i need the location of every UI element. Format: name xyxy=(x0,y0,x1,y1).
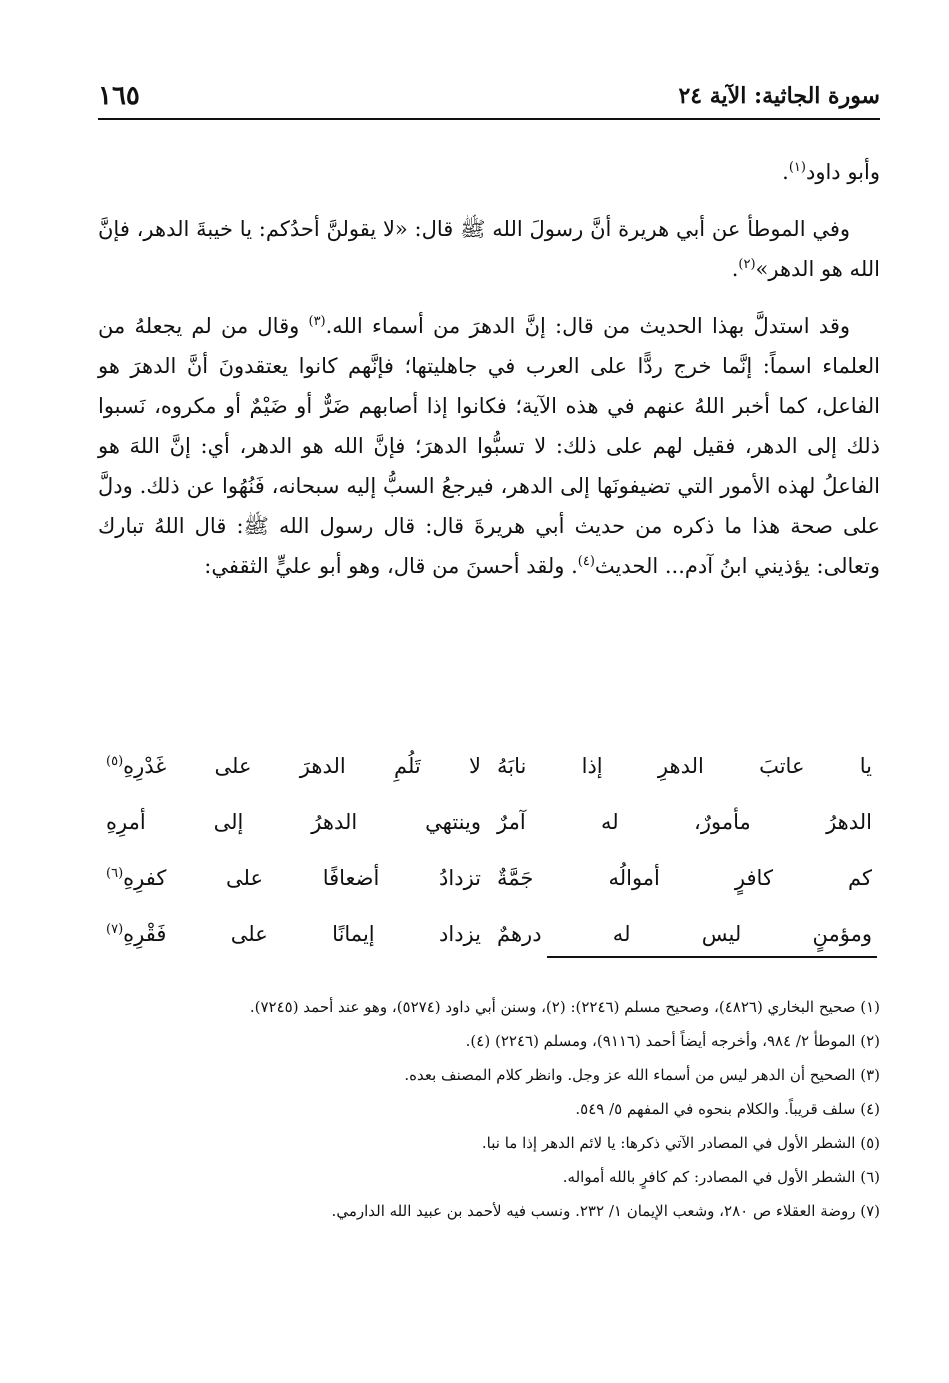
footnote-7: (٧) روضة العقلاء ص ٢٨٠، وشعب الإيمان ١/ ٢٣٢. ونسب فيه لأحمد بن عبيد الله الدارمي. xyxy=(331,1202,880,1220)
footnote-6: (٦) الشطر الأول في المصادر: كم كافرٍ بالله أمواله. xyxy=(562,1168,880,1186)
verse-first-half: الدهرُ مأمورٌ، له آمرٌ xyxy=(497,810,872,834)
footnote-ref: (٣) xyxy=(308,314,326,329)
footnote-ref: (٤) xyxy=(577,554,595,569)
verse-second-half: وينتهي الدهرُ إلى أمرِهِ xyxy=(106,810,481,834)
page-header xyxy=(98,78,880,114)
paragraph-3: وقد استدلَّ بهذا الحديث من قال: إنَّ الدهرَ من أسماء الله.$^{(٣)}$ وقال من لم يجعلهُ من العلماء اسماً: إنَّما خرج ردًّا على العرب في جاهليتها؛ فإنَّهم كانوا يعتقدونَ أنَّ الدهرَ هو الفاعل، كما أخبر اللهُ عنهم في هذه الآية؛ فكانوا إذا أصابهم ضَرٌّ أو ضَيْمٌ أو مكروه، نَسبوا ذلك إلى الدهر، فقيل لهم على ذلك: لا تسبُّوا الدهرَ؛ فإنَّ الله هو الدهر، أي: إنَّ اللهَ هو الفاعلُ لهذه الأمور التي تضيفونَها إلى الدهر، فيرجعُ السبُّ إليه سبحانه، فَنُهُوا عن ذلك. ودلَّ على صحة هذا ما ذكره من حديث أبي هريرةَ قال: قال رسول الله ﷺ: قال اللهُ تبارك وتعالى: يؤذيني ابنُ آدم... الحديث$^{(٤)}$. ولقد أحسنَ من قال، وهو أبو عليٍّ الثقفي: xyxy=(98,314,880,578)
footnote-3: (٣) الصحيح أن الدهر ليس من أسماء الله عز وجل. وانظر كلام المصنف بعده. xyxy=(404,1066,880,1084)
verse-line xyxy=(98,794,880,850)
page-number: ١٦٥ xyxy=(98,81,140,111)
verse-second-half: يزداد إيمانًا على فَقْرِهِ$^{(٧)}$ xyxy=(106,922,481,946)
verse-second-half: تزدادُ أضعافًا على كفرِهِ$^{(٦)}$ xyxy=(106,866,481,890)
verse-line xyxy=(98,738,880,794)
paragraph-2: وفي الموطأ عن أبي هريرة أنَّ رسولَ الله ﷺ قال: «لا يقولنَّ أحدُكم: يا خيبةَ الدهر، فإنَّ الله هو الدهر»$^{(٢)}$. xyxy=(98,217,880,281)
footnote-separator xyxy=(547,956,877,958)
footnote-1: (١) صحيح البخاري (٤٨٢٦)، وصحيح مسلم (٢٢٤٦): (٢)، وسنن أبي داود (٥٢٧٤)، وهو عند أحمد (٧٢٤٥). xyxy=(249,998,880,1016)
verse-first-half: كم كافرٍ أموالُه جَمَّةٌ xyxy=(497,866,872,890)
paragraph-1: وأبو داود$^{(١)}$. xyxy=(782,160,880,184)
verse-line xyxy=(98,906,880,962)
verse-line xyxy=(98,850,880,906)
poem xyxy=(98,738,880,962)
header-rule xyxy=(98,118,880,120)
verse-second-half: لا تَلُمِ الدهرَ على غَدْرِهِ$^{(٥)}$ xyxy=(106,754,481,778)
footnote-ref: (٢) xyxy=(738,257,756,272)
footnotes xyxy=(98,990,880,1228)
verse-first-half: ومؤمنٍ ليس له درهمٌ xyxy=(497,922,872,946)
verse-first-half: يا عاتبَ الدهرِ إذا نابَهُ xyxy=(497,754,872,778)
footnote-ref: (١) xyxy=(788,160,806,175)
footnote-5: (٥) الشطر الأول في المصادر الآتي ذكرها: يا لائم الدهر إذا ما نبا. xyxy=(481,1134,880,1152)
footnote-2: (٢) الموطأ ٢/ ٩٨٤، وأخرجه أيضاً أحمد (٩١١٦)، ومسلم (٢٢٤٦) (٤). xyxy=(465,1032,880,1050)
running-title: سورة الجاثية: الآية ٢٤ xyxy=(678,83,880,109)
footnote-4: (٤) سلف قريباً. والكلام بنحوه في المفهم ٥/ ٥٤٩. xyxy=(575,1100,880,1118)
main-text xyxy=(98,152,880,603)
